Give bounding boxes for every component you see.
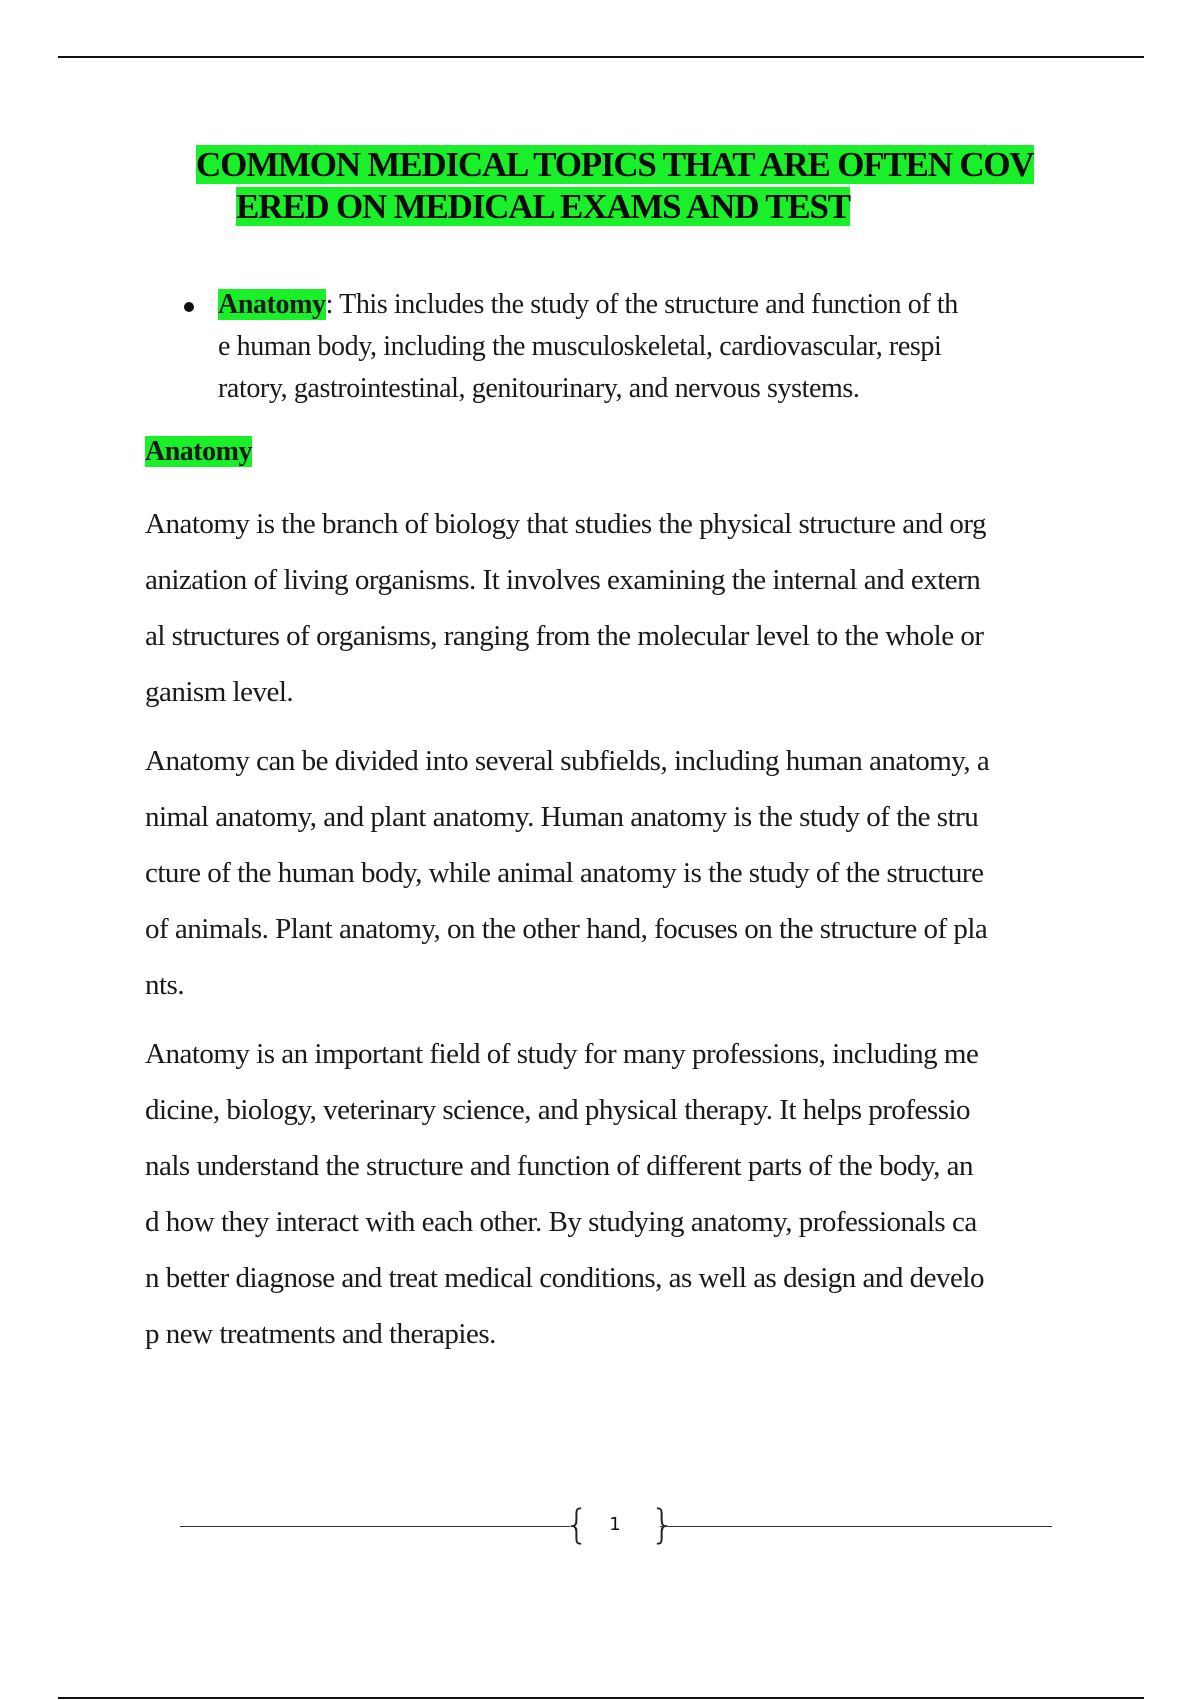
footer-rule-left — [180, 1526, 570, 1527]
paragraph-2 — [145, 733, 1105, 1013]
document-title — [196, 144, 1096, 228]
paragraph-line: d how they interact with each other. By studying anatomy, professionals ca — [145, 1206, 977, 1238]
paragraph-line: nals understand the structure and function of different parts of the body, an — [145, 1150, 974, 1182]
bullet-text-line-3: ratory, gastrointestinal, genitourinary, and nervous systems. — [218, 373, 860, 404]
header-rule — [58, 56, 1144, 58]
paragraph-line: dicine, biology, veterinary science, and physical therapy. It helps professio — [145, 1094, 971, 1126]
left-bracket-icon: { — [564, 1502, 590, 1548]
title-line-2: ERED ON MEDICAL EXAMS AND TEST — [236, 187, 850, 226]
paragraph-line: anization of living organisms. It involves examining the internal and extern — [145, 564, 981, 596]
paragraph-line: p new treatments and therapies. — [145, 1318, 496, 1350]
page-footer — [180, 1502, 1052, 1552]
page-number: 1 — [609, 1514, 621, 1535]
title-line-1: COMMON MEDICAL TOPICS THAT ARE OFTEN COV — [196, 145, 1034, 184]
right-bracket-icon: } — [650, 1502, 676, 1548]
bullet-text-line-2: e human body, including the musculoskeletal, cardiovascular, respi — [218, 331, 942, 362]
topic-list — [180, 284, 1080, 410]
paragraph-line: ganism level. — [145, 676, 294, 708]
paragraph-line: nimal anatomy, and plant anatomy. Human anatomy is the study of the stru — [145, 801, 979, 833]
list-item — [180, 284, 1080, 410]
footer-rule-right — [660, 1526, 1052, 1527]
bottom-rule — [58, 1697, 1144, 1699]
section-heading: Anatomy — [145, 436, 252, 467]
bullet-term: Anatomy — [218, 289, 326, 320]
paragraph-line: cture of the human body, while animal anatomy is the study of the structure — [145, 857, 984, 889]
paragraph-line: Anatomy is the branch of biology that studies the physical structure and org — [145, 508, 986, 540]
bullet-text-line-1: : This includes the study of the structure and function of th — [325, 289, 958, 320]
paragraph-3 — [145, 1026, 1105, 1362]
paragraph-line: al structures of organisms, ranging from the molecular level to the whole or — [145, 620, 984, 652]
bullet-icon — [184, 302, 194, 312]
paragraph-line: n better diagnose and treat medical conditions, as well as design and develo — [145, 1262, 984, 1294]
paragraph-1 — [145, 496, 1105, 720]
paragraph-line: Anatomy can be divided into several subfields, including human anatomy, a — [145, 745, 990, 777]
paragraph-line: Anatomy is an important field of study for many professions, including me — [145, 1038, 979, 1070]
paragraph-line: of animals. Plant anatomy, on the other hand, focuses on the structure of pla — [145, 913, 988, 945]
paragraph-line: nts. — [145, 969, 185, 1001]
